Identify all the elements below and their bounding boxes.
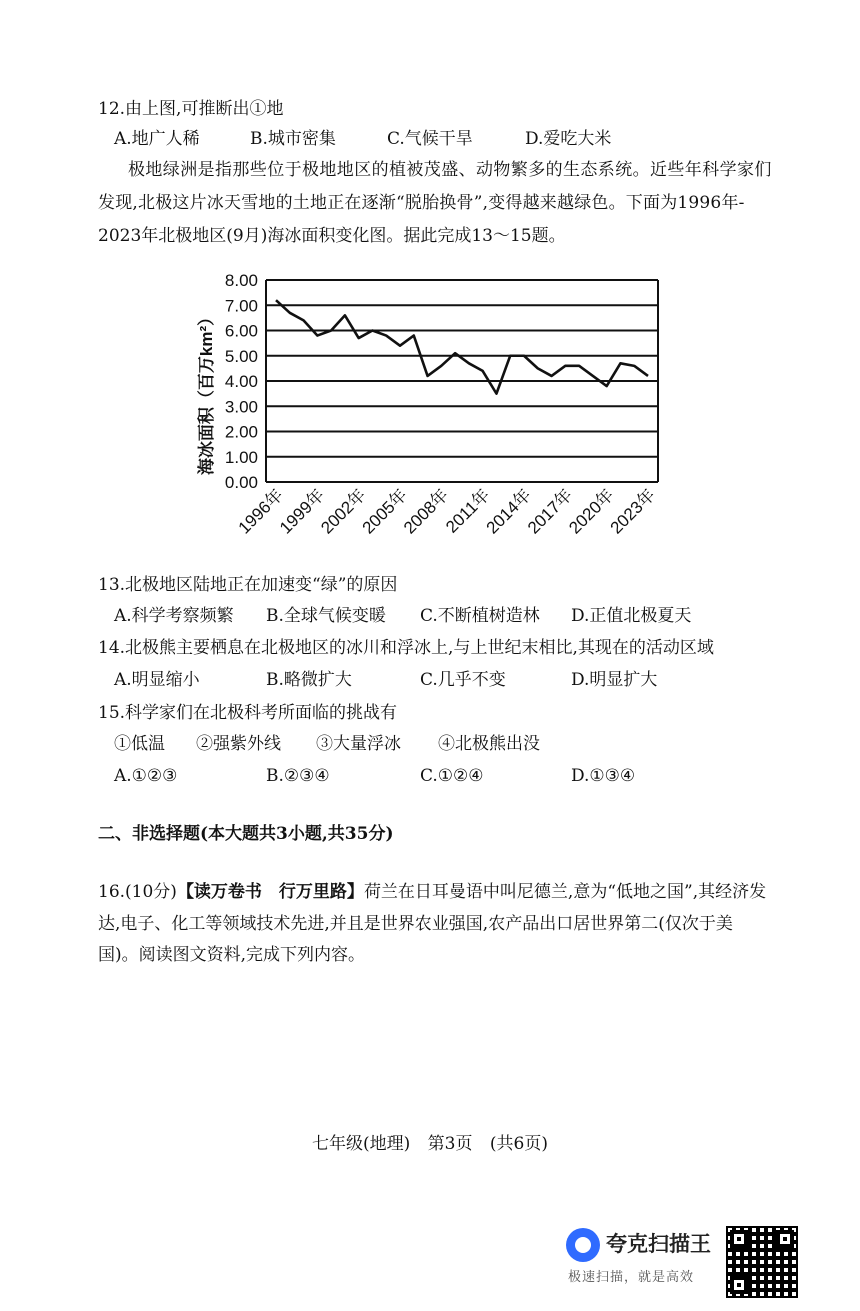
- chart-y-tick-label: 2.00: [224, 422, 258, 442]
- q13-stem: 13.北极地区陆地正在加速变“绿”的原因: [98, 575, 398, 595]
- chart-x-tick-label: 2002年: [317, 485, 370, 538]
- q14-option-c: C.几乎不变: [420, 670, 506, 690]
- q14-option-b: B.略微扩大: [266, 670, 352, 690]
- chart-x-tick-label: 2011年: [442, 485, 494, 537]
- passage-line-1: 极地绿洲是指那些位于极地地区的植被茂盛、动物繁多的生态系统。近些年科学家们: [128, 160, 772, 180]
- chart-y-tick-label: 5.00: [224, 346, 258, 366]
- footer-total: (共6页): [489, 1134, 548, 1154]
- qr-code-icon: [726, 1226, 798, 1298]
- chart-x-tick-label: 2023年: [606, 485, 659, 538]
- q12-stem: 12.由上图,可推断出①地: [98, 99, 284, 119]
- chart-y-axis-label: 海冰面积（百万km²）: [197, 308, 216, 476]
- q14-option-d: D.明显扩大: [571, 670, 658, 690]
- q15-option-d: D.①③④: [571, 766, 636, 786]
- passage-line-3: 2023年北极地区(9月)海冰面积变化图。据此完成13～15题。: [98, 226, 566, 246]
- chart-x-tick-label: 2020年: [565, 485, 618, 538]
- q15-item-1: ①低温: [114, 734, 165, 754]
- q16-line-2: 达,电子、化工等领域技术先进,并且是世界农业强国,农产品出口居世界第二(仅次于美: [98, 914, 733, 934]
- chart-y-tick-label: 0.00: [224, 473, 258, 492]
- q15-option-a: A.①②③: [114, 766, 178, 786]
- footer-page: 第3页: [427, 1134, 473, 1154]
- chart-y-tick-labels: [225, 271, 258, 492]
- q15-item-4: ④北极熊出没: [438, 734, 540, 754]
- q14-option-a: A.明显缩小: [114, 670, 200, 690]
- chart-x-tick-label: 2005年: [358, 485, 411, 538]
- chart-x-tick-label: 2014年: [482, 485, 535, 538]
- chart-y-tick-label: 6.00: [224, 321, 258, 341]
- quark-logo-icon: [566, 1228, 600, 1262]
- chart-x-tick-labels: [234, 485, 659, 538]
- q12-option-b: B.城市密集: [250, 129, 336, 149]
- chart-y-tick-label: 8.00: [224, 271, 258, 290]
- q15-option-c: C.①②④: [420, 766, 484, 786]
- chart-y-tick-label: 3.00: [224, 397, 258, 417]
- q12-option-a: A.地广人稀: [114, 129, 200, 149]
- chart-x-tick-label: 1999年: [275, 485, 329, 538]
- q12-option-c: C.气候干旱: [387, 129, 473, 149]
- q16-line-3: 国)。阅读图文资料,完成下列内容。: [98, 945, 366, 965]
- section-2-heading: 二、非选择题(本大题共3小题,共35分): [98, 824, 394, 844]
- q13-option-d: D.正值北极夏天: [571, 606, 692, 626]
- footer-subject: 七年级(地理): [312, 1134, 411, 1154]
- chart-x-tick-label: 1996年: [234, 485, 287, 538]
- q16-number: 16.(10分): [98, 882, 177, 902]
- q16-text-1: 荷兰在日耳曼语中叫尼德兰,意为“低地之国”,其经济发: [363, 882, 767, 902]
- q13-option-b: B.全球气候变暖: [266, 606, 386, 626]
- passage-line-2: 发现,北极这片冰天雪地的土地正在逐渐“脱胎换骨”,变得越来越绿色。下面为1996年-: [98, 193, 745, 213]
- scanner-watermark: [566, 1226, 720, 1286]
- chart-y-tick-label: 4.00: [224, 372, 258, 391]
- sea-ice-area-line-chart: [190, 262, 670, 562]
- watermark-title: 夸克扫描王: [606, 1233, 711, 1256]
- q12-option-d: D.爱吃大米: [525, 129, 612, 149]
- q15-stem: 15.科学家们在北极科考所面临的挑战有: [98, 703, 398, 723]
- q15-item-3: ③大量浮冰: [316, 734, 401, 754]
- chart-series-line: [276, 300, 648, 393]
- q15-option-b: B.②③④: [266, 766, 330, 786]
- chart-x-tick-label: 2008年: [399, 485, 453, 538]
- q15-item-2: ②强紫外线: [196, 734, 281, 754]
- watermark-subtitle: 极速扫描，就是高效: [568, 1269, 695, 1284]
- q16-theme-tag: 【读万卷书 行万里路】: [176, 882, 364, 902]
- q16-line-1: [98, 881, 766, 903]
- page-footer: [0, 1133, 860, 1155]
- chart-y-tick-label: 7.00: [224, 296, 258, 316]
- chart-x-tick-label: 2017年: [523, 485, 577, 538]
- q13-option-a: A.科学考察频繁: [114, 606, 234, 626]
- q13-option-c: C.不断植树造林: [420, 606, 540, 626]
- chart-y-tick-label: 1.00: [224, 447, 258, 467]
- q14-stem: 14.北极熊主要栖息在北极地区的冰川和浮冰上,与上世纪末相比,其现在的活动区域: [98, 638, 714, 658]
